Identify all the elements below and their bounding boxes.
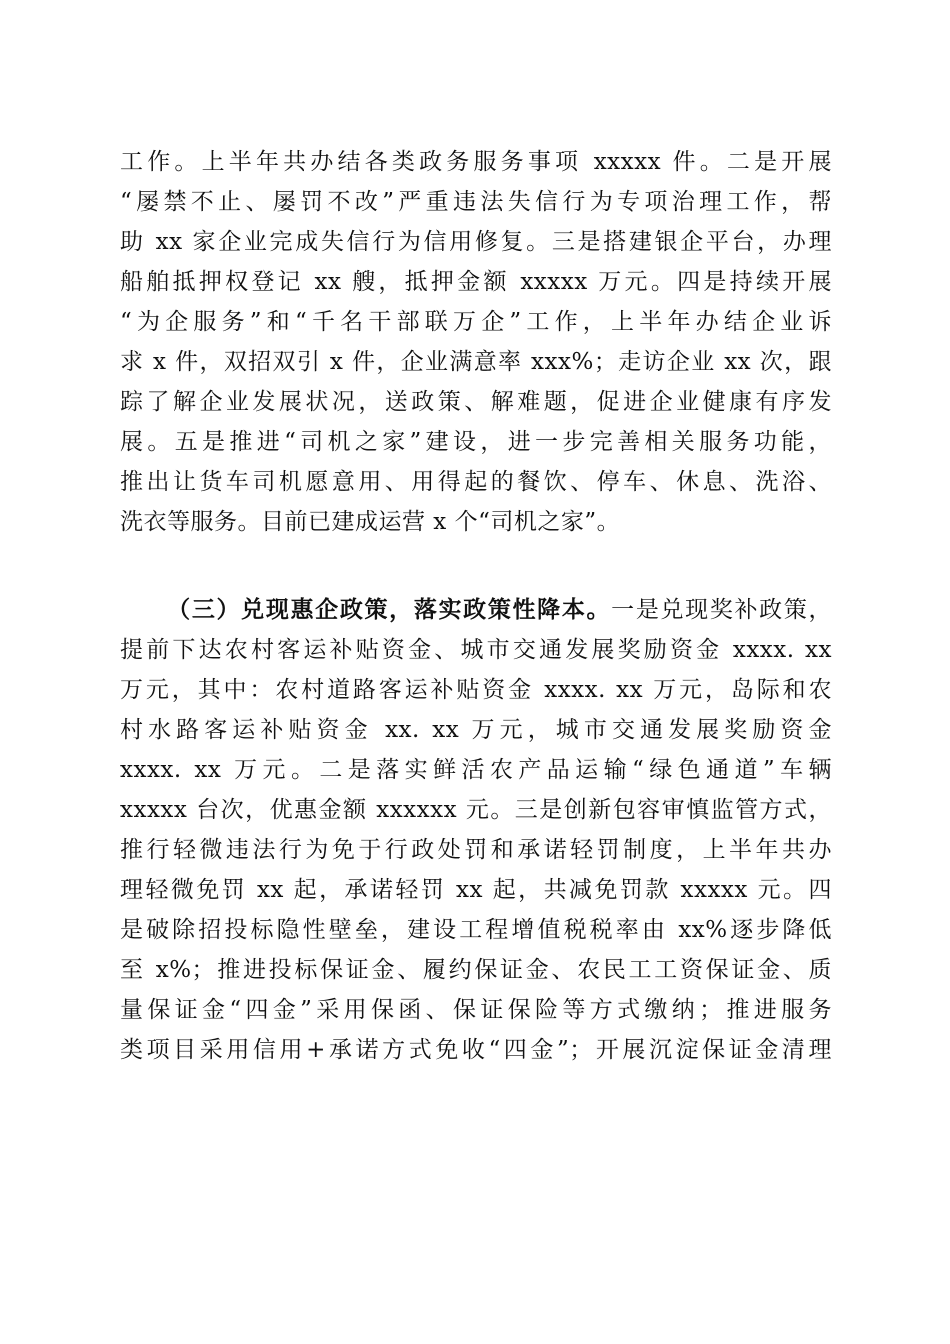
text-line: 村水路客运补贴资金 xx. xx 万元，城市交通发展奖励资金	[120, 717, 832, 743]
text-line: 踪了解企业发展状况，送政策、解难题，促进企业健康有序发	[120, 389, 832, 415]
section-heading: （三）兑现惠企政策，落实政策性降本。	[166, 596, 612, 623]
text-line: “屡禁不止、屡罚不改”严重违法失信行为专项治理工作，帮	[120, 189, 832, 215]
paragraph-1	[120, 142, 832, 542]
text-line: 推行轻微违法行为免于行政处罚和承诺轻罚制度，上半年共办	[120, 837, 832, 863]
text-line: 船舶抵押权登记 xx 艘，抵押金额 xxxxx 万元。四是持续开展	[120, 269, 832, 295]
first-line-text: 一是兑现奖补政策，	[611, 597, 832, 623]
text-line: “为企服务”和“千名干部联万企”工作，上半年办结企业诉	[120, 309, 832, 335]
text-line: xxxx. xx 万元。二是落实鲜活农产品运输“绿色通道”车辆	[120, 757, 832, 783]
paragraph-2	[120, 590, 832, 1070]
text-line: 理轻微免罚 xx 起，承诺轻罚 xx 起，共减免罚款 xxxxx 元。四	[120, 877, 832, 903]
text-line: 至 x%；推进投标保证金、履约保证金、农民工工资保证金、质	[120, 957, 832, 983]
text-line: 助 xx 家企业完成失信行为信用修复。三是搭建银企平台，办理	[120, 229, 832, 255]
text-line: 类项目采用信用+承诺方式免收“四金”；开展沉淀保证金清理	[120, 1037, 832, 1063]
text-line: 是破除招投标隐性壁垒，建设工程增值税税率由 xx%逐步降低	[120, 917, 832, 943]
text-line: 推出让货车司机愿意用、用得起的餐饮、停车、休息、洗浴、	[120, 469, 832, 495]
text-line: 提前下达农村客运补贴资金、城市交通发展奖励资金 xxxx. xx	[120, 637, 832, 663]
text-line: 洗衣等服务。目前已建成运营 x 个“司机之家”。	[120, 509, 621, 535]
paragraph-first-line	[120, 590, 832, 630]
text-line: 工作。上半年共办结各类政务服务事项 xxxxx 件。二是开展	[120, 149, 832, 175]
text-line: 万元，其中：农村道路客运补贴资金 xxxx. xx 万元，岛际和农	[120, 677, 832, 703]
text-line: 量保证金“四金”采用保函、保证保险等方式缴纳；推进服务	[120, 997, 832, 1023]
text-line: xxxxx 台次，优惠金额 xxxxxx 元。三是创新包容审慎监管方式，	[120, 797, 832, 823]
text-line: 求 x 件，双招双引 x 件，企业满意率 xxx%；走访企业 xx 次，跟	[120, 349, 832, 375]
text-line: 展。五是推进“司机之家”建设，进一步完善相关服务功能，	[120, 429, 832, 455]
